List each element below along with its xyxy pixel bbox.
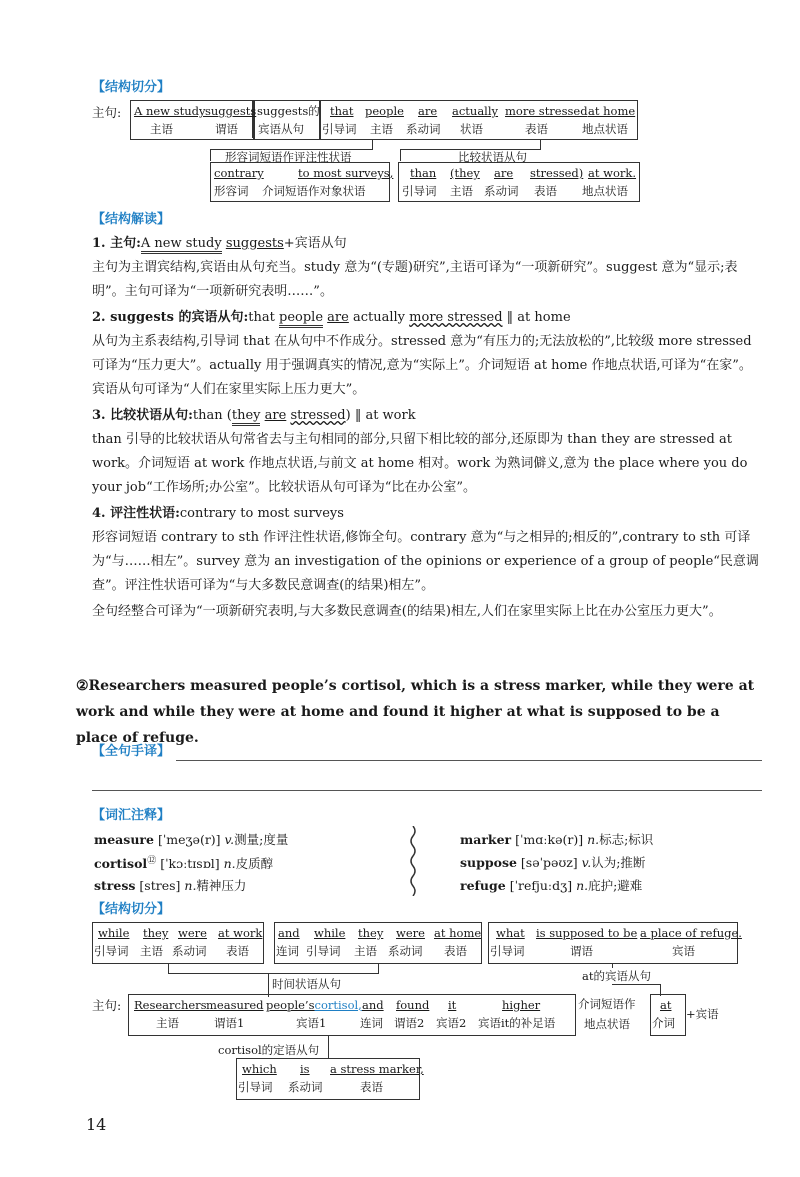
cell-role: 主语 xyxy=(354,944,377,958)
paragraph-3: than 引导的比较状语从句常省去与主句相同的部分,只留下相比较的部分,还原即为 than they are stressed at work。介词短语 at work 作地点状语,与前文 at home 相对。work 为熟词僻义,意为 the place where you do your job“工作场所;办公室”。比较状语从句可译为“比在办公室”。 xyxy=(92,432,748,495)
cell-word: are xyxy=(494,166,514,180)
cell-role: 系动词 xyxy=(484,184,519,198)
vocab-item: refuge [ˈrefjuːdʒ] n.庇护;避难 xyxy=(460,878,643,893)
vocab-item: marker [ˈmɑːkə(r)] n.标志;标识 xyxy=(460,832,654,847)
vocab-item: suppose [səˈpəʊz] v.认为;推断 xyxy=(460,855,646,870)
place-adverbial-label: 地点状语 xyxy=(584,1017,630,1031)
structure-explain-tag: 【结构解读】 xyxy=(92,212,171,227)
heading-4: 4. 评注性状语:contrary to most surveys xyxy=(92,506,344,521)
cell-role: 主语 xyxy=(150,122,173,136)
at-role: 介词 xyxy=(652,1016,675,1030)
cell-role: 表语 xyxy=(534,184,557,198)
cell-role: 主语 xyxy=(370,122,393,136)
divider-ornament xyxy=(408,826,418,896)
cell-word: it xyxy=(448,998,457,1012)
cell-role: 表语 xyxy=(226,944,249,958)
cell-word: at home xyxy=(588,104,636,118)
cell-word: Researchers xyxy=(134,998,207,1012)
paragraph-4: 形容词短语 contrary to sth 作评注性状语,修饰全句。contrary 意为“与之相异的;相反的”,contrary to sth 可译为“与……相左”。survey 意为 an investigation of the opinions or experience of a group of people“民意调查”。评注性状语可译为“与大多数民意调查(的结果)相左”。 xyxy=(92,530,759,593)
sentence-2: ②Researchers measured people’s cortisol, which is a stress marker, while they were at work and while they were at home and found it higher at what is supposed to be a place of refuge. xyxy=(76,678,755,746)
paragraph-5: 全句经整合可译为“一项新研究表明,与大多数民意调查(的结果)相左,人们在家里实际上比在办公室压力更大”。 xyxy=(92,604,722,619)
cell-word: a place of refuge. xyxy=(640,926,742,940)
cell-word: a stress marker, xyxy=(330,1062,424,1076)
main-clause-label: 主句: xyxy=(92,105,122,120)
comparison-label: 比较状语从句 xyxy=(458,150,527,164)
adj-phrase-label: 形容词短语作评注性状语 xyxy=(225,150,352,164)
cell-role: 引导词 xyxy=(238,1080,273,1094)
cell-word: people xyxy=(365,104,404,118)
paragraph-1: 主句为主谓宾结构,宾语由从句充当。study 意为“(专题)研究”,主语可译为“一项新研究”。suggest 意为“显示;表明”。主句可译为“一项新研究表明……”。 xyxy=(92,260,738,299)
cell-word: suggests xyxy=(205,104,257,118)
cell-role: 介词短语作对象状语 xyxy=(262,184,366,198)
cell-word: were xyxy=(178,926,207,940)
cell-word: they xyxy=(358,926,384,940)
heading-1: 1. 主句:A new study suggests+宾语从句 xyxy=(92,232,764,256)
cell-word: while xyxy=(98,926,130,940)
cell-word: is xyxy=(300,1062,310,1076)
cell-role: 表语 xyxy=(360,1080,383,1094)
attributive-clause-label: cortisol的定语从句 xyxy=(218,1043,320,1057)
cell-role: 形容词 xyxy=(214,184,249,198)
cell-word: to most surveys, xyxy=(298,166,394,180)
cell-role: 引导词 xyxy=(322,122,357,136)
translate-tag: 【全句手译】 xyxy=(92,744,171,759)
cell-word: and xyxy=(278,926,300,940)
vocab-tag: 【词汇注释】 xyxy=(92,808,171,823)
at-word: at xyxy=(660,998,672,1012)
cell-word: at home xyxy=(434,926,482,940)
vocab-item: stress [stres] n.精神压力 xyxy=(94,878,247,893)
time-clause-label: 时间状语从句 xyxy=(272,977,341,991)
cell-role: 谓语1 xyxy=(214,1016,245,1030)
cell-word: they xyxy=(143,926,169,940)
cell-word: were xyxy=(396,926,425,940)
cell-word: people’scortisol, xyxy=(266,998,362,1012)
cell-word: while xyxy=(314,926,346,940)
cell-role: 宾语 xyxy=(672,944,695,958)
cell-role: 谓语2 xyxy=(394,1016,425,1030)
cell-role: 引导词 xyxy=(490,944,525,958)
cell-role: 系动词 xyxy=(288,1080,323,1094)
cell-role: 状语 xyxy=(460,122,483,136)
cell-word: stressed) xyxy=(530,166,584,180)
page-number: 14 xyxy=(86,1115,107,1134)
cell-word: at work xyxy=(218,926,263,940)
cell-role: 表语 xyxy=(525,122,548,136)
cell-role: 引导词 xyxy=(402,184,437,198)
cell-word: at work. xyxy=(588,166,637,180)
prep-phrase-label: 介词短语作 xyxy=(578,997,636,1011)
cell-word: contrary xyxy=(214,166,264,180)
cell-role: 连词 xyxy=(360,1016,383,1030)
cell-role: 宾语从句 xyxy=(258,122,304,136)
cell-role: 宾语it的补足语 xyxy=(478,1016,556,1030)
structure-split-tag: 【结构切分】 xyxy=(92,80,171,95)
answer-line-1[interactable] xyxy=(176,760,762,761)
cell-role: 连词 xyxy=(276,944,299,958)
heading-2: 2. suggests 的宾语从句:that people are actually more stressed ‖ at home xyxy=(92,306,764,330)
cell-word: that xyxy=(330,104,354,118)
cell-word: suggests的 xyxy=(257,104,320,118)
cell-role: 地点状语 xyxy=(582,122,628,136)
at-object-label: at的宾语从句 xyxy=(582,969,651,983)
cell-word: more stressed xyxy=(505,104,588,118)
cell-word: what xyxy=(496,926,525,940)
cell-word: higher xyxy=(502,998,541,1012)
cell-role: 引导词 xyxy=(306,944,341,958)
cell-word: than xyxy=(410,166,437,180)
at-plus-object: +宾语 xyxy=(686,1007,719,1021)
cell-role: 引导词 xyxy=(94,944,129,958)
cell-word: is supposed to be xyxy=(536,926,638,940)
cell-role: 主语 xyxy=(450,184,473,198)
vocab-item: cortisol⑫ [ˈkɔːtɪsɒl] n.皮质醇 xyxy=(94,856,274,872)
cell-role: 主语 xyxy=(156,1016,179,1030)
answer-line-2[interactable] xyxy=(92,790,762,791)
cell-role: 系动词 xyxy=(172,944,207,958)
paragraph-2: 从句为主系表结构,引导词 that 在从句中不作成分。stressed 意为“有压力的;无法放松的”,比较级 more stressed 可译为“压力更大”。actually 用于强调真实的情况,意为“实际上”。介词短语 at home 作地点状语,可译为“在家”。宾语从句可译为“人们在家里实际上压力更大”。 xyxy=(92,334,752,397)
heading-3: 3. 比较状语从句:than (they are stressed) ‖ at work xyxy=(92,404,764,428)
cell-word: (they xyxy=(450,166,480,180)
vocab-item: measure [ˈmeʒə(r)] v.测量;度量 xyxy=(94,832,289,847)
cell-word: A new study xyxy=(134,104,206,118)
cell-role: 系动词 xyxy=(406,122,441,136)
cell-role: 表语 xyxy=(444,944,467,958)
cell-role: 宾语1 xyxy=(296,1016,327,1030)
cell-role: 谓语 xyxy=(215,122,238,136)
cell-word: actually xyxy=(452,104,499,118)
cell-word: which xyxy=(242,1062,277,1076)
cell-word: found xyxy=(396,998,430,1012)
cell-role: 地点状语 xyxy=(582,184,628,198)
cell-word: measured xyxy=(206,998,264,1012)
cell-role: 谓语 xyxy=(570,944,593,958)
main-clause-label-2: 主句: xyxy=(92,998,122,1013)
cell-word: and xyxy=(362,998,384,1012)
cell-role: 系动词 xyxy=(388,944,423,958)
cell-role: 宾语2 xyxy=(436,1016,467,1030)
cell-word: are xyxy=(418,104,438,118)
structure-split-tag-2: 【结构切分】 xyxy=(92,902,171,917)
cell-role: 主语 xyxy=(140,944,163,958)
